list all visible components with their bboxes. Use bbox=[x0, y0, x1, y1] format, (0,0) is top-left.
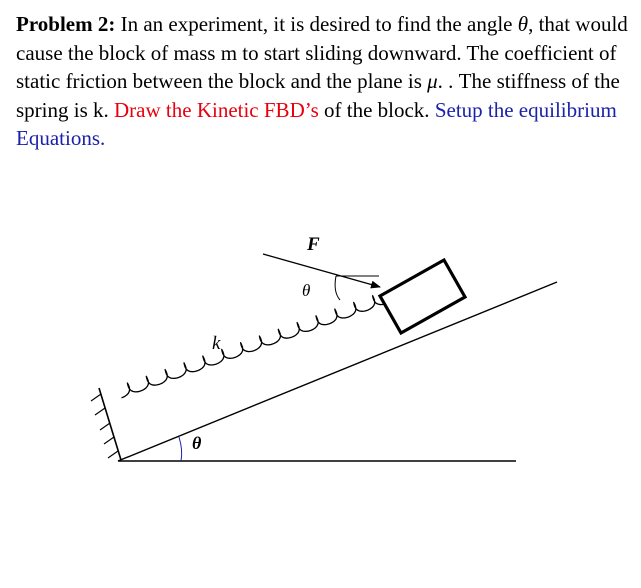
fbd-instruction: Draw the Kinetic FBD’s bbox=[114, 97, 319, 122]
problem-text-c: . . The stiffness of the spring is k. bbox=[16, 69, 620, 122]
problem-label: Problem 2: bbox=[16, 12, 116, 36]
force-arrow bbox=[263, 254, 380, 287]
problem-text-d: of the block. bbox=[318, 97, 435, 122]
incline-plane bbox=[118, 282, 557, 461]
spring-label: k bbox=[212, 333, 221, 354]
incline-angle-arc bbox=[179, 437, 182, 461]
theta-symbol: θ bbox=[517, 12, 529, 36]
incline-angle-label: θ bbox=[192, 433, 202, 453]
mu-symbol: μ bbox=[427, 69, 438, 93]
force-angle-arc bbox=[335, 276, 340, 300]
force-label: F bbox=[307, 234, 320, 255]
wall bbox=[99, 388, 121, 460]
force-angle-label: θ bbox=[302, 281, 311, 300]
block bbox=[380, 260, 465, 333]
problem-text-b: , that would cause the block of mass m to start sliding downward. The coefficient of static friction between the block and the plane is bbox=[16, 12, 628, 93]
problem-text-a: In an experiment, it is desired to find the angle bbox=[115, 12, 518, 36]
spring bbox=[122, 296, 386, 398]
equilibrium-instruction: Setup the equilibrium Equations. bbox=[16, 97, 617, 150]
